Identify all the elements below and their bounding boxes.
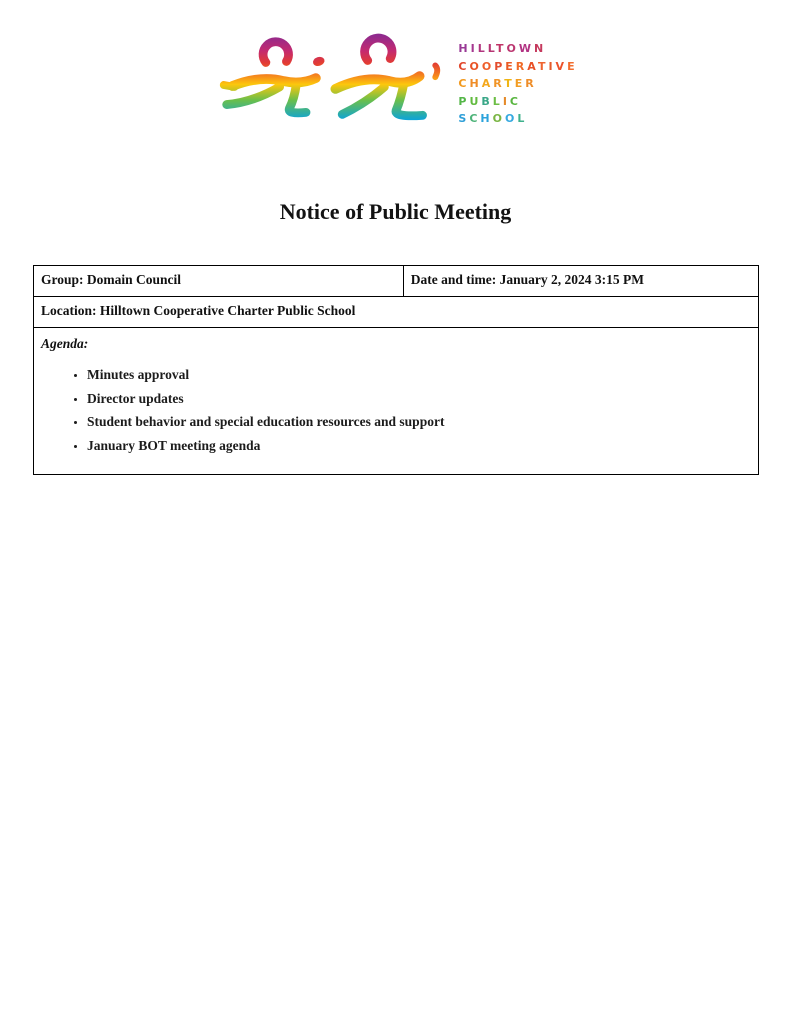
table-row [34,266,759,297]
table-row [34,328,759,475]
logo-line: CHARTER [458,77,537,91]
agenda-item: • Student behavior and special education resources and support [87,415,750,429]
datetime-cell: Date and time: January 2, 2024 3:15 PM [403,266,758,297]
dancing-figures-icon [213,30,448,138]
school-logo [0,30,791,138]
page-title: Notice of Public Meeting [279,199,512,224]
logo-line: PUBLIC [458,94,521,108]
meeting-table [33,265,759,475]
agenda-item: • Director updates [87,392,750,406]
group-cell: Group: Domain Council [34,266,404,297]
logo-line: SCHOOL [458,112,528,126]
agenda-list [41,368,750,453]
table-row [34,297,759,328]
logo-line: HILLTOWN [458,42,547,56]
agenda-label: Agenda: [41,336,89,351]
agenda-item: • January BOT meeting agenda [87,439,750,453]
logo-line: COOPERATIVE [458,59,578,73]
agenda-cell [34,328,759,475]
logo-text [458,40,577,128]
agenda-item: • Minutes approval [87,368,750,382]
location-cell: Location: Hilltown Cooperative Charter Public School [34,297,759,328]
